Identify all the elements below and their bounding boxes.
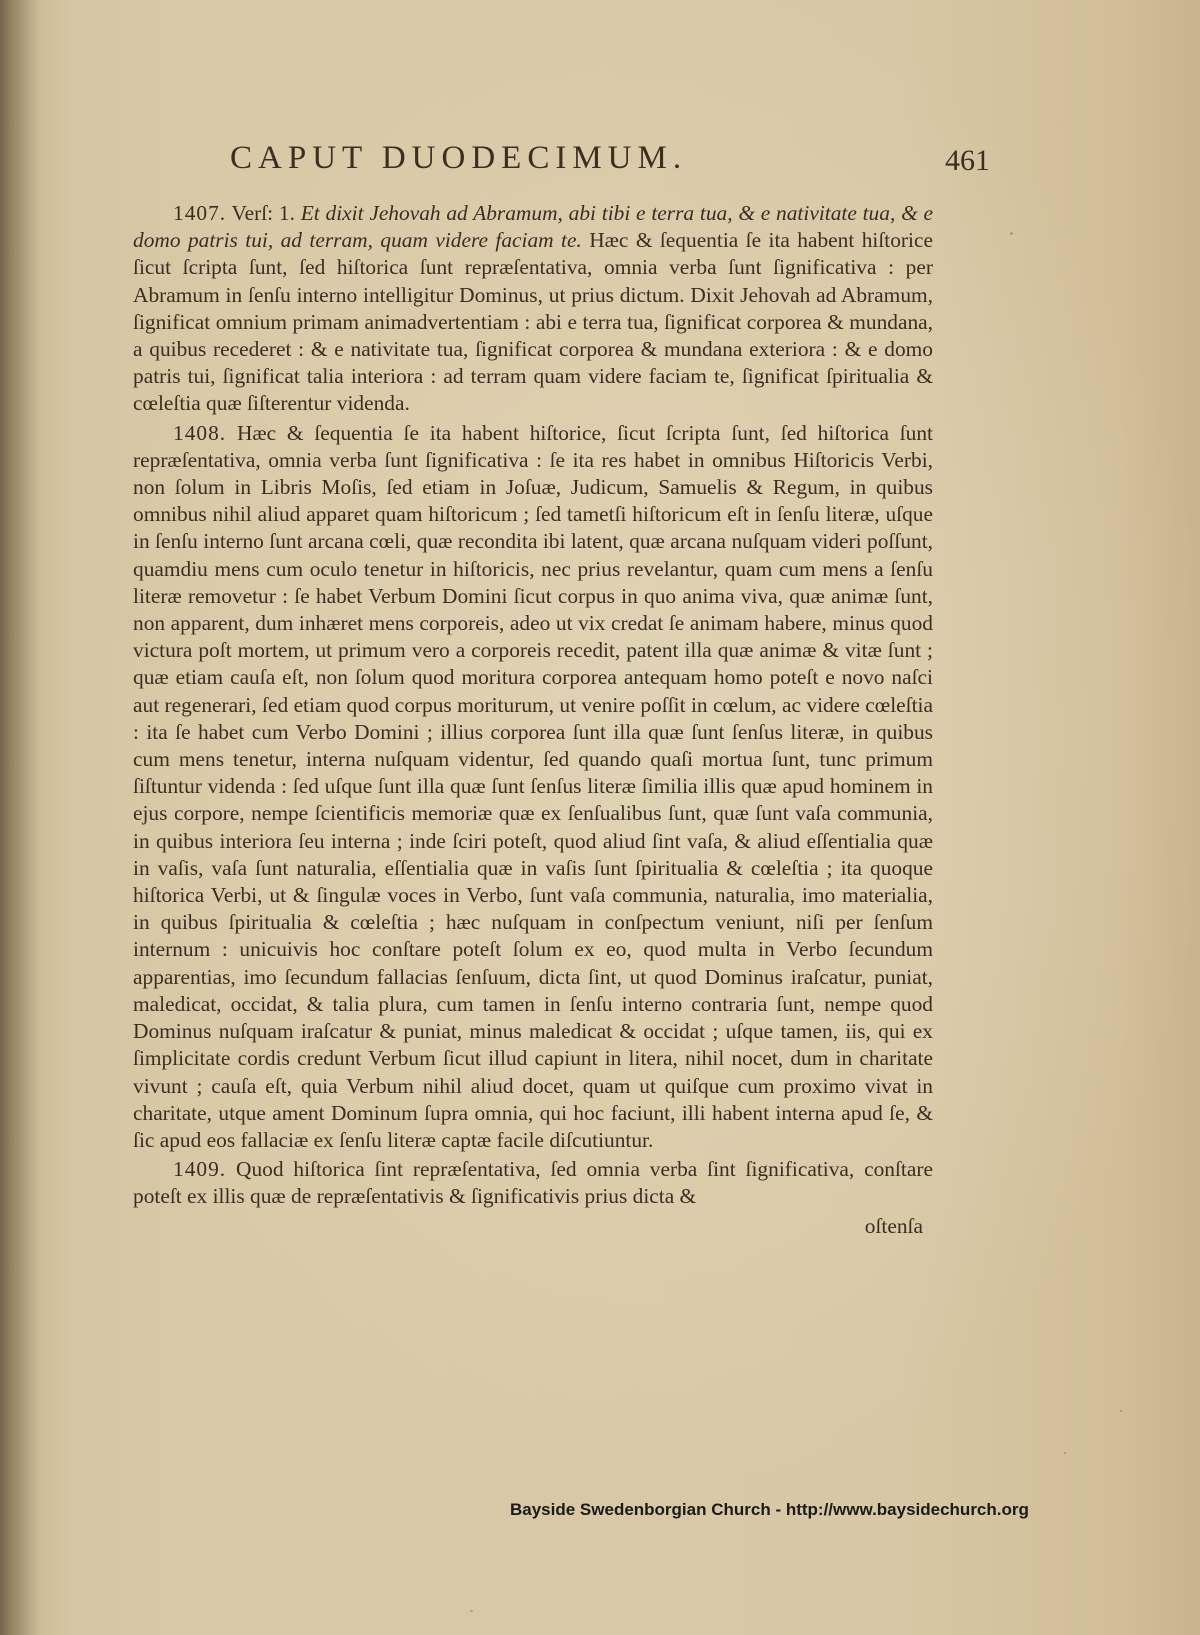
paragraph-number: 1409. [173, 1157, 227, 1182]
paragraph-1408 [133, 420, 933, 1154]
paper-speck [1010, 232, 1013, 235]
paragraph-1407 [133, 200, 933, 418]
page-header [230, 140, 990, 190]
running-title: CAPUT DUODECIMUM. [230, 140, 688, 176]
verse-reference: Verſ: 1. [231, 201, 295, 225]
page-number: 461 [945, 144, 990, 177]
paragraph-1409 [133, 1156, 933, 1210]
paper-speck [1064, 1452, 1066, 1454]
paper-speck [470, 1610, 473, 1612]
paragraph-number: 1407. [173, 201, 227, 225]
body-text [133, 200, 933, 1240]
paper-speck [1120, 1410, 1122, 1412]
gutter-shadow [0, 0, 40, 1635]
paragraph-text: Hæc & ſequentia ſe ita habent hiſtorice ſicut ſcripta ſunt, ſed hiſtorica ſunt repræſentativa, omnia verba ſunt ſignificativa : per Abramum in ſenſu interno intelligitur Dominus, ut prius dictum. Dixit Jehovah ad Abramum, ſignificat omnium primam animadvertentiam : abi e terra tua, ſignificat corporea & mundana, a quibus recederet : & e nativitate tua, ſignificat corporea & mundana exteriora : & e domo patris tui, ſignificat talia interiora : ad terram quam videre faciam te, ſignificat ſpiritualia & cœleſtia quæ ſiſterentur videnda. [133, 228, 933, 416]
paragraph-text: Hæc & ſequentia ſe ita habent hiſtorice, ſicut ſcripta ſunt, ſed hiſtorica ſunt repræſentativa, omnia verba ſunt ſignificativa : ſe ita res habet in omnibus Hiſtoricis Verbi, non ſolum in Libris Moſis, ſed etiam in Joſuæ, Judicum, Samuelis & Regum, in quibus omnibus nihil aliud apparet quam hiſtoricum ; ſed tametſi hiſtoricum eſt in ſenſu literæ, uſque in ſenſu interno ſunt arcana cœli, quæ recondita ibi latent, quæ arcana nuſquam videri poſſunt, quamdiu mens cum oculo tenetur in hiſtoricis, nec prius revelantur, quam cum mens a ſenſu literæ removetur : ſe habet Verbum Domini ſicut corpus in quo anima viva, quæ animæ ſunt, non apparent, dum inhæret mens corporeis, adeo ut vix credat ſe animam habere, minus quod victura poſt mortem, ut primum vero a corporeis recedit, patent illa quæ animæ & vitæ ſunt ; quæ etiam cauſa eſt, non ſolum quod moritura corporea antequam homo poteſt e novo naſci aut regenerari, ſed etiam quod corpus moriturum, ut venire poſſit in cœlum, ac videre cœleſtia : ita ſe habet cum Verbo Domini ; illius corporea ſunt illa quæ ſunt ſenſus literæ, in quibus cum mens tenetur, interna nuſquam videntur, ſed quando quaſi mortua ſunt, tunc primum ſiſtuntur videnda : ſed uſque ſunt illa quæ ſunt ſenſus literæ ſimilia illis quæ apud hominem in ejus corpore, nempe ſcientificis memoriæ quæ ex ſenſualibus ſunt, quæ ſunt vaſa communia, in quibus interiora ſeu interna ; inde ſciri poteſt, quod aliud ſint vaſa, & aliud eſſentialia quæ in vaſis, vaſa ſunt naturalia, eſſentialia quæ in vaſis ſunt ſpiritualia & cœleſtia ; ita quoque hiſtorica Verbi, ut & ſingulæ voces in Verbo, ſunt vaſa communia, naturalia, imo materialia, in quibus ſpiritualia & cœleſtia ; hæc nuſquam in conſpectum veniunt, niſi per ſenſum internum : unicuivis hoc conſtare poteſt ſolum ex eo, quod multa in Verbo ſecundum apparentias, imo ſecundum fallacias ſenſuum, dicta ſint, ut quod Dominus iraſcatur, puniat, maledicat, occidat, & talia plura, cum tamen in ſenſu interno contraria ſunt, nempe quod Dominus nuſquam iraſcatur & puniat, minus maledicat & occidat ; uſque tamen, iis, qui ex ſimplicitate cordis credunt Verbum ſicut illud capiunt in litera, nihil nocet, dum in charitate vivunt ; cauſa eſt, quia Verbum nihil aliud docet, quam ut quiſque cum proximo vivat in charitate, utque ament Dominum ſupra omnia, qui hoc faciunt, illi habent interna apud ſe, & ſic apud eos fallaciæ ex ſenſu literæ captæ facile diſcutiuntur. [133, 420, 933, 1152]
site-watermark: Bayside Swedenborgian Church - http://www.baysidechurch.org [510, 1500, 1029, 1519]
catchword: oſtenſa [864, 1213, 923, 1238]
paragraph-number: 1408. [173, 420, 227, 445]
paragraph-text: Quod hiſtorica ſint repræſentativa, ſed omnia verba ſint ſignificativa, conſtare poteſt ex illis quæ de repræſentativis & ſignificativis prius dicta & [133, 1157, 933, 1209]
scripture-quote: Et dixit Jehovah ad Abramum, abi tibi e terra tua, & e nativitate tua, & e domo patris tui, ad terram, quam videre faciam te. [133, 201, 933, 253]
